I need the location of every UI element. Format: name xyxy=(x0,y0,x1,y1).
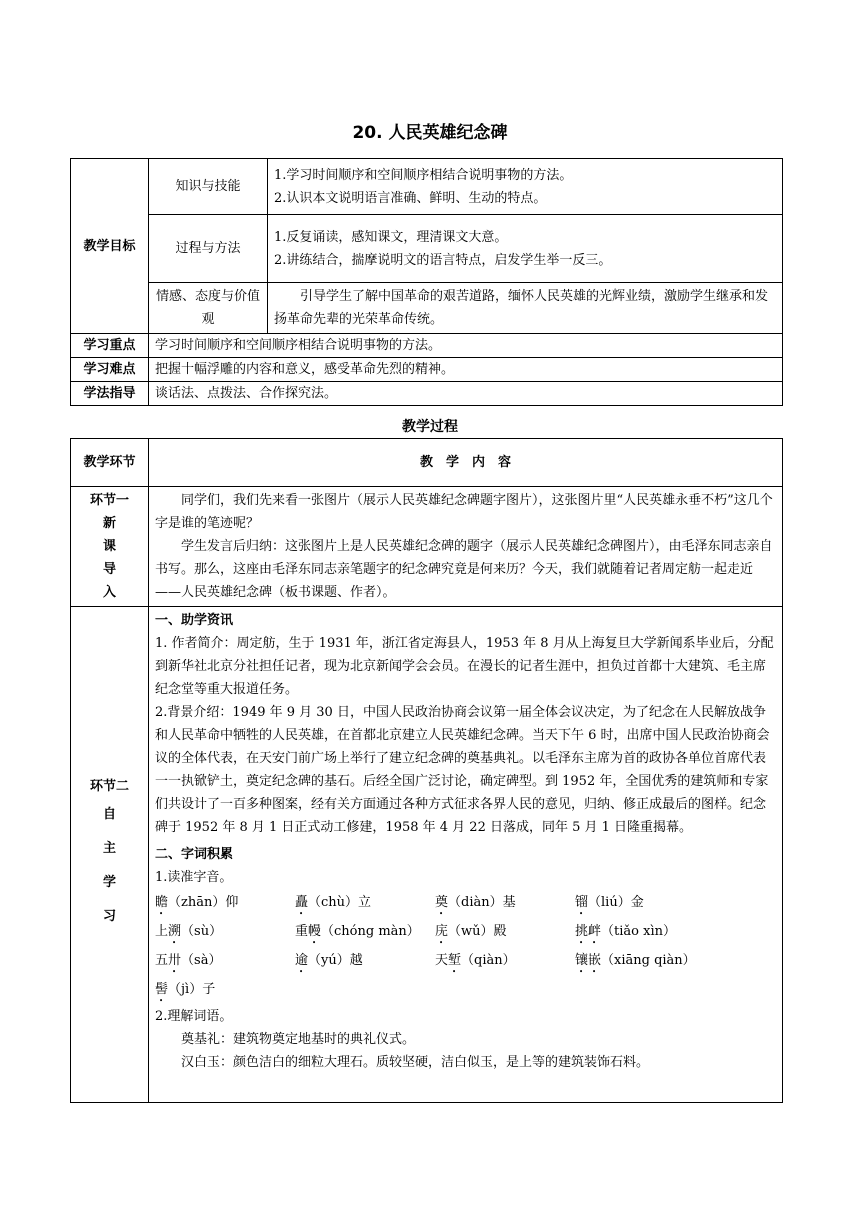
stage-label-char: 习 xyxy=(102,909,116,924)
dotted-char: 庑 xyxy=(435,924,449,939)
goal-content xyxy=(268,215,783,283)
goal-line: 2.认识本文说明语言准确、鲜明、生动的特点。 xyxy=(274,190,547,206)
question: 1.读准字音。 xyxy=(155,870,233,885)
document-title: 20. 人民英雄纪念碑 xyxy=(352,123,508,143)
stage-2-label xyxy=(71,607,149,1103)
method-text: 谈话法、点拨法、合作探究法。 xyxy=(149,382,783,406)
word-pronunciation: 重幔（chóng màn） xyxy=(295,918,435,947)
stage-1-content xyxy=(149,487,783,607)
dotted-char: 奠 xyxy=(435,895,449,910)
paragraph: 学生发言后归纳：这张图片上是人民英雄纪念碑的题字（展示人民英雄纪念碑图片），由毛泽东同志亲自书写。那么，这座由毛泽东同志亲笔题字的纪念碑究竟是何来历？今天，我们就随着记者周定舫一起走近——人民英雄纪念碑（板书课题、作者）。 xyxy=(155,539,773,600)
dotted-char: 挑衅 xyxy=(575,924,602,939)
paragraph: 1. 作者简介：周定舫，生于 1931 年，浙江省定海县人，1953 年 8 月从上海复旦大学新闻系毕业后，分配到新华社北京分社担任记者，现为北京新闻学会会员。在漫长的记者生涯中，担负过首都十大建筑、毛主席纪念堂等重大报道任务。 xyxy=(155,636,774,697)
word-pronunciation: 奠（diàn）基 xyxy=(435,889,575,918)
word-pronunciation: 逾（yú）越 xyxy=(295,947,435,976)
stage-label-char: 自 xyxy=(102,807,116,822)
dotted-char: 堑 xyxy=(448,953,462,968)
word-pronunciation: 五卅（sà） xyxy=(155,947,295,976)
stage-label-char: 导 xyxy=(102,562,116,577)
dotted-char: 卅 xyxy=(168,953,182,968)
word-pronunciation: 镏（liú）金 xyxy=(575,889,715,918)
paragraph: 2.背景介绍：1949 年 9 月 30 日，中国人民政治协商会议第一届全体会议决定，为了纪念在人民解放战争和人民革命中牺牲的人民英雄，在首都北京建立人民英雄纪念碑。当天下午 6 时，出席中国人民政治协商会议的全体代表，在天安门前广场上举行了建立纪念碑的奠基典礼。以毛泽东主席为首的政协各单位首席代表一一执锨铲土，奠定纪念碑的基石。后经全国广泛讨论，确定碑型。到 1952 年，全国优秀的建筑师和专家们共设计了一百多种图案，经有关方面通过各种方式征求各界人民的意见，归纳、修正成最后的图样。纪念碑于 1952 年 8 月 1 日正式动工修建，1958 年 4 月 22 日落成，同年 5 月 1 日隆重揭幕。 xyxy=(155,705,770,835)
method-label: 学法指导 xyxy=(71,382,149,406)
goal-line: 2.讲练结合，揣摩说明文的语言特点，启发学生举一反三。 xyxy=(274,252,612,268)
word-pronunciation: 天堑（qiàn） xyxy=(435,947,575,976)
stage-label-char: 新 xyxy=(102,516,116,531)
difficulty-text: 把握十幅浮雕的内容和意义，感受革命先烈的精神。 xyxy=(149,358,783,382)
goals-table xyxy=(70,158,783,406)
stage-label-char: 主 xyxy=(102,841,116,856)
word-pronunciation: 瞻（zhān）仰 xyxy=(155,889,295,918)
col-header-content: 教 学 内 容 xyxy=(149,439,783,487)
definition: 汉白玉：颜色洁白的细粒大理石。质较坚硬，洁白似玉，是上等的建筑装饰石料。 xyxy=(181,1055,650,1070)
question: 2.理解词语。 xyxy=(155,1009,233,1024)
difficulty-label: 学习难点 xyxy=(71,358,149,382)
stage-label-char: 课 xyxy=(102,539,116,554)
stage-label-char: 学 xyxy=(102,875,116,890)
process-table xyxy=(70,438,783,1103)
word-pronunciation: 矗（chù）立 xyxy=(295,889,435,918)
word-pronunciation: 庑（wǔ）殿 xyxy=(435,918,575,947)
stage-label-char: 环节二 xyxy=(89,779,129,794)
goal-name: 情感、态度与价值观 xyxy=(149,283,268,334)
focus-label: 学习重点 xyxy=(71,334,149,358)
pronunciation-list xyxy=(155,889,776,1005)
goal-line: 1.学习时间顺序和空间顺序相结合说明事物的方法。 xyxy=(274,167,573,183)
stage-1-label xyxy=(71,487,149,607)
word-pronunciation: 髻（jì）子 xyxy=(155,976,295,1005)
goal-name: 知识与技能 xyxy=(149,159,268,215)
goal-line: 1.反复诵读，感知课文，理清课文大意。 xyxy=(274,229,508,245)
dotted-char: 溯 xyxy=(168,924,182,939)
word-pronunciation: 镶嵌（xiāng qiàn） xyxy=(575,947,715,976)
dotted-char: 髻 xyxy=(155,982,169,997)
paragraph: 同学们，我们先来看一张图片（展示人民英雄纪念碑题字图片），这张图片里“人民英雄永垂不朽”这几个字是谁的笔迹呢？ xyxy=(155,493,773,531)
section-heading: 二、字词积累 xyxy=(155,847,234,862)
dotted-char: 幔 xyxy=(308,924,322,939)
stage-label-char: 入 xyxy=(102,585,116,600)
focus-text: 学习时间顺序和空间顺序相结合说明事物的方法。 xyxy=(149,334,783,358)
section-heading: 一、助学资讯 xyxy=(155,613,234,628)
stage-2-content xyxy=(149,607,783,1103)
definition: 奠基礼：建筑物奠定地基时的典礼仪式。 xyxy=(181,1032,416,1047)
dotted-char: 镶嵌 xyxy=(575,953,602,968)
goal-name: 过程与方法 xyxy=(149,215,268,283)
dotted-char: 逾 xyxy=(295,953,309,968)
goals-label: 教学目标 xyxy=(71,159,149,334)
word-pronunciation: 上溯（sù） xyxy=(155,918,295,947)
dotted-char: 瞻 xyxy=(155,895,169,910)
word-pronunciation: 挑衅（tiǎo xìn） xyxy=(575,918,715,947)
dotted-char: 镏 xyxy=(575,895,589,910)
goal-content xyxy=(268,159,783,215)
goal-content: 引导学生了解中国革命的艰苦道路，缅怀人民英雄的光辉业绩，激励学生继承和发扬革命先辈的光荣革命传统。 xyxy=(268,283,783,334)
col-header-stage: 教学环节 xyxy=(71,439,149,487)
dotted-char: 矗 xyxy=(295,895,309,910)
stage-label-char: 环节一 xyxy=(89,493,129,508)
process-title: 教学过程 xyxy=(402,419,458,435)
